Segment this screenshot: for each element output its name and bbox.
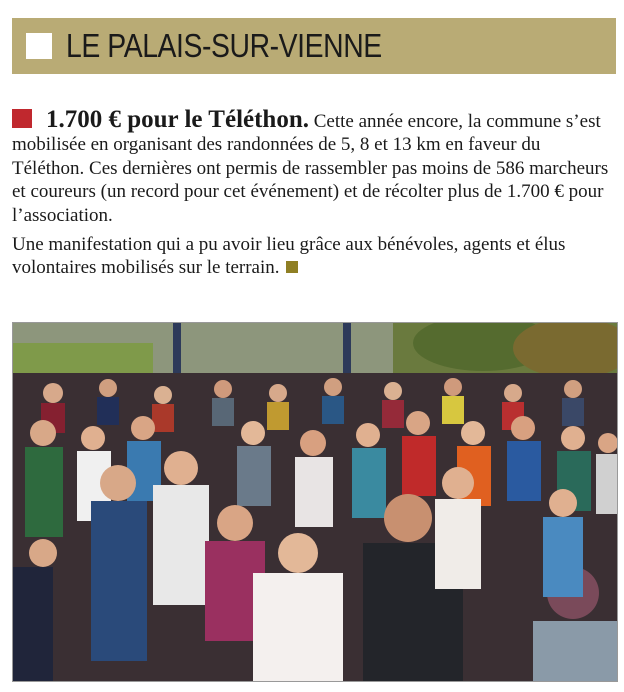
end-square-icon: [286, 261, 298, 273]
section-title: LE PALAIS-SUR-VIENNE: [66, 27, 382, 64]
section-header: [12, 18, 616, 74]
crowd-illustration: [13, 323, 617, 681]
article-body: [12, 108, 612, 280]
article-headline: 1.700 € pour le Téléthon.: [46, 106, 309, 133]
header-square-icon: [26, 33, 52, 59]
red-square-bullet-icon: [12, 109, 32, 128]
article-paragraph-1: [12, 108, 612, 227]
article-closing-text: Une manifestation qui a pu avoir lieu grâce aux bénévoles, agents et élus volontaires mobilisés sur le terrain.: [12, 234, 566, 279]
article-lead-text: Cette année encore, la commune s’est mobilisée en organisant des randonnées de 5, 8 et 13 km en faveur du Téléthon. Ces dernières ont permis de rassembler pas moins de 586 marcheurs et coureurs (un record pour cet événement) et de récolter plus de 1.700 € pour l’association.: [12, 111, 609, 226]
article-paragraph-2: [12, 233, 612, 280]
crowd-photo: [12, 322, 618, 682]
